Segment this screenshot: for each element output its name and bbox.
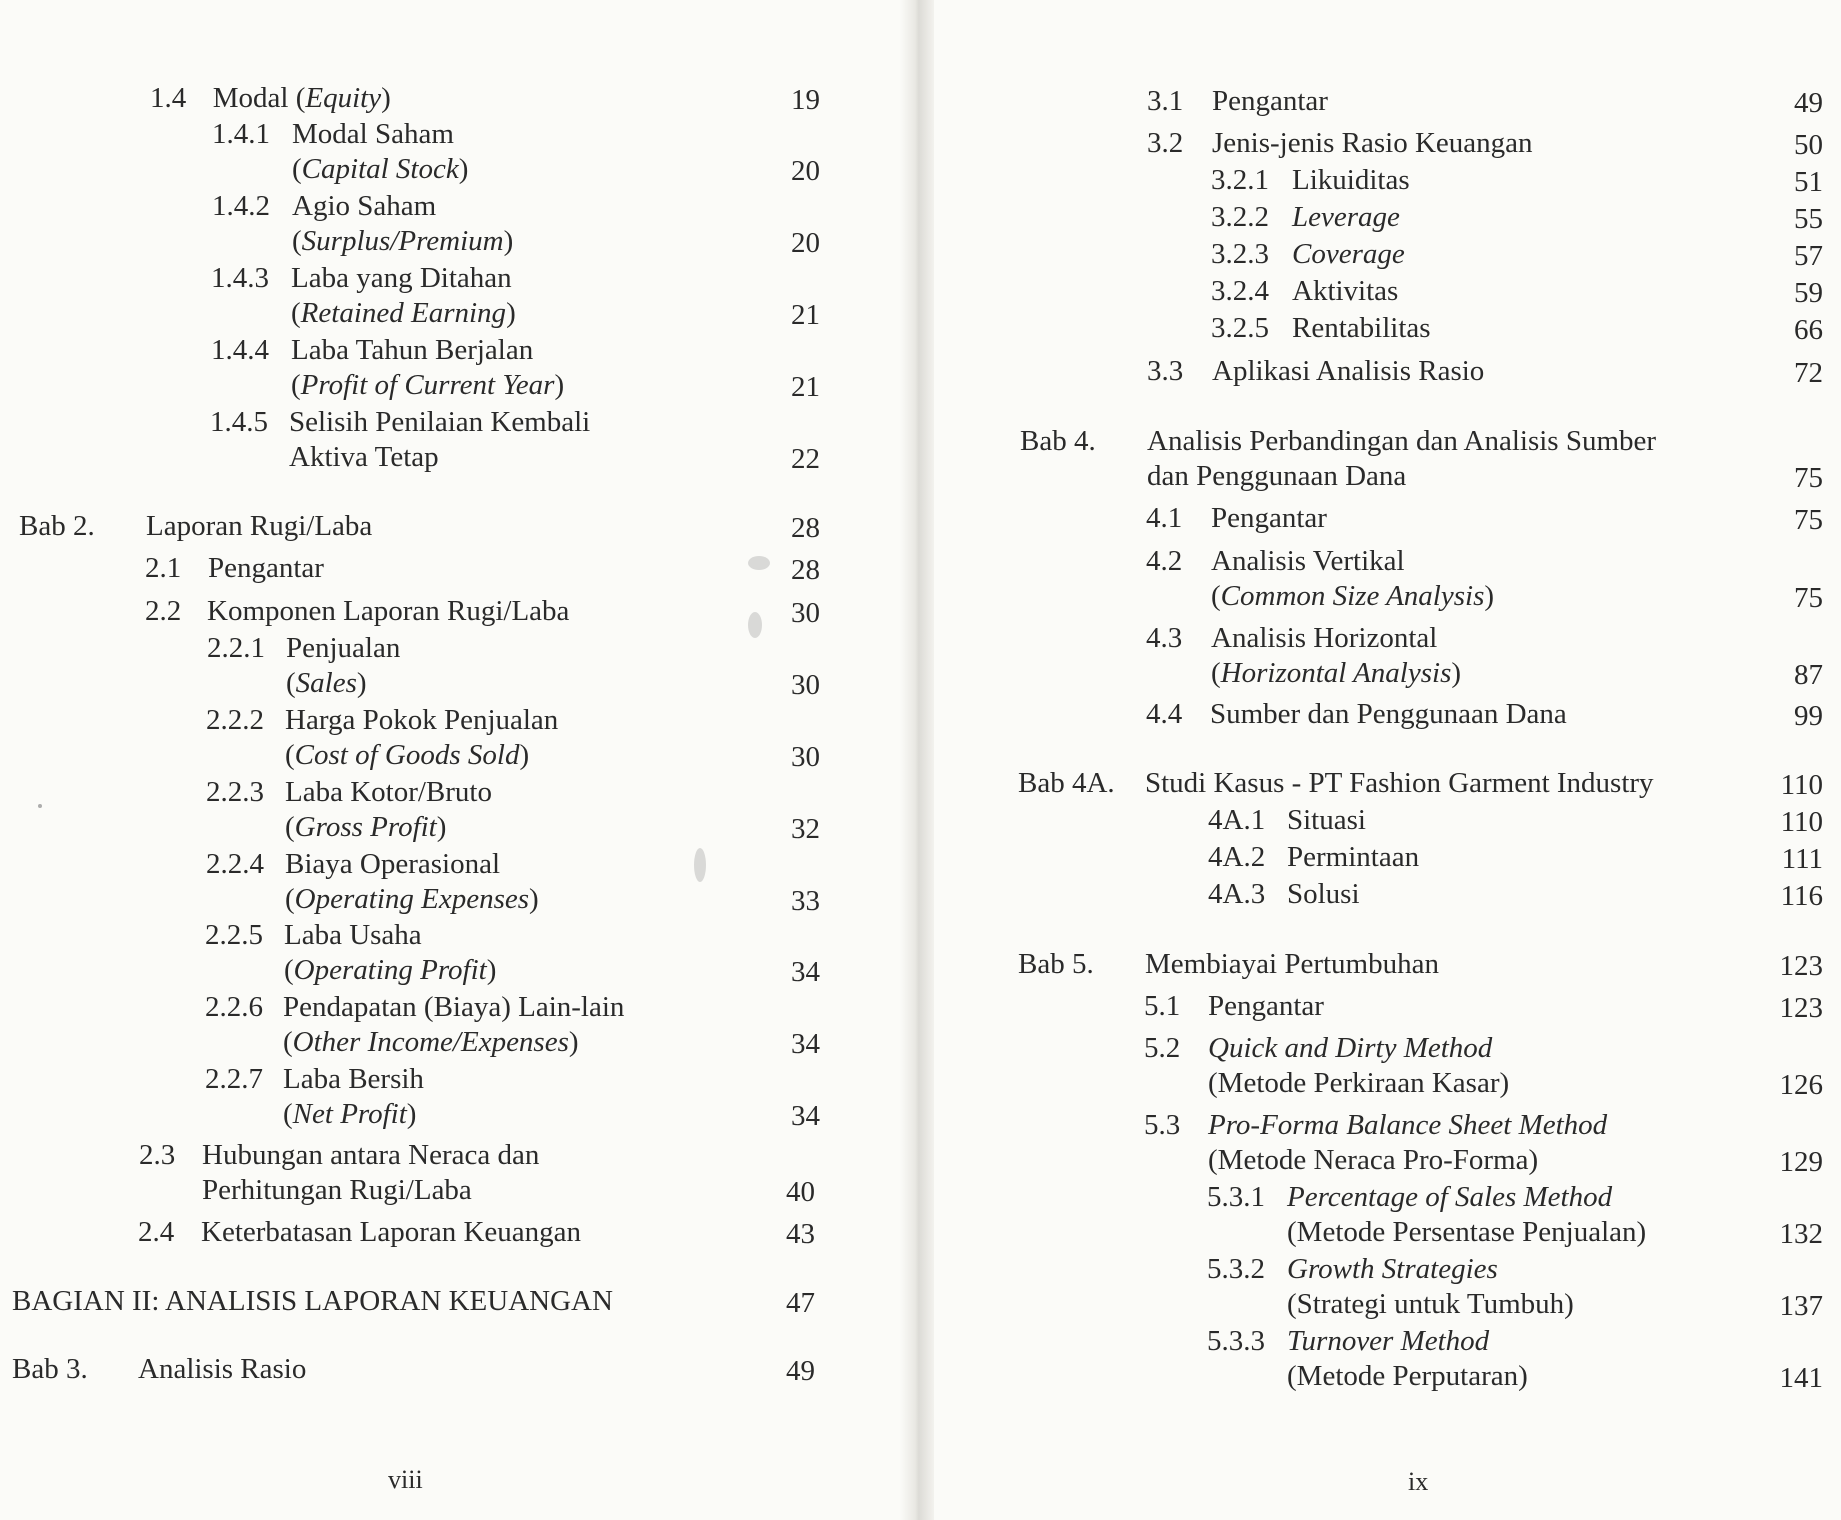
toc-number: 3.2 xyxy=(1147,127,1184,159)
toc-page-number: 19 xyxy=(791,84,820,116)
toc-page-number: 123 xyxy=(1779,992,1823,1024)
toc-page-number: 34 xyxy=(791,1028,820,1060)
toc-page-number: 132 xyxy=(1779,1218,1823,1250)
toc-title-en: Surplus/Premium xyxy=(301,225,504,257)
toc-title: Analisis Horizontal xyxy=(1211,622,1438,654)
toc-page-number: 66 xyxy=(1794,314,1823,346)
toc-page-number: 20 xyxy=(791,227,820,259)
toc-number: 1.4.5 xyxy=(210,406,268,438)
toc-title-en: Percentage of Sales Method xyxy=(1287,1181,1613,1213)
toc-page-number: 32 xyxy=(791,813,820,845)
toc-page-number: 30 xyxy=(791,669,820,701)
toc-title-en: Cost of Goods Sold xyxy=(294,739,520,771)
toc-title: Permintaan xyxy=(1287,841,1420,873)
chapter-label: Bab 3. xyxy=(12,1353,88,1385)
toc-title: Agio Saham xyxy=(292,190,437,222)
toc-title-en: Other Income/Expenses xyxy=(292,1026,569,1058)
toc-number: 2.4 xyxy=(138,1216,175,1248)
toc-title-en: Gross Profit xyxy=(294,811,437,843)
toc-page-number: 123 xyxy=(1779,950,1823,982)
toc-page-number: 110 xyxy=(1780,769,1823,801)
toc-title: Selisih Penilaian Kembali xyxy=(289,406,591,438)
chapter-label: Bab 5. xyxy=(1018,948,1094,980)
toc-page-number: 99 xyxy=(1794,700,1823,732)
toc-number: 2.2.2 xyxy=(206,704,264,736)
toc-number: 2.2.5 xyxy=(205,919,263,951)
toc-title: Keterbatasan Laporan Keuangan xyxy=(201,1216,582,1248)
toc-number: 3.2.4 xyxy=(1211,275,1269,307)
toc-title: Pengantar xyxy=(1208,990,1324,1022)
toc-title: Sumber dan Penggunaan Dana xyxy=(1210,698,1567,730)
toc-number: 2.2 xyxy=(145,595,182,627)
toc-number: 3.3 xyxy=(1147,355,1184,387)
toc-title: Modal xyxy=(212,82,289,114)
toc-title: Pengantar xyxy=(1212,85,1328,117)
toc-title: Aplikasi Analisis Rasio xyxy=(1212,355,1485,387)
toc-title: (Metode Perputaran) xyxy=(1287,1360,1528,1392)
toc-number: 1.4 xyxy=(150,82,187,114)
toc-number: 4A.3 xyxy=(1208,878,1266,910)
toc-page-number: 75 xyxy=(1794,462,1823,494)
toc-page-number: 57 xyxy=(1794,240,1823,272)
toc-title: (Metode Neraca Pro-Forma) xyxy=(1208,1144,1539,1176)
toc-page-number: 111 xyxy=(1781,843,1823,875)
toc-page-number: 20 xyxy=(791,155,820,187)
toc-title: Coverage xyxy=(1292,238,1405,270)
toc-page-number: 30 xyxy=(791,741,820,773)
toc-number: 2.2.1 xyxy=(207,632,265,664)
chapter-title: Membiayai Pertumbuhan xyxy=(1145,948,1439,980)
toc-title: Laba Usaha xyxy=(284,919,422,951)
toc-number: 5.3 xyxy=(1144,1109,1181,1141)
scan-smudge xyxy=(38,804,42,808)
toc-title: Komponen Laporan Rugi/Laba xyxy=(207,595,570,627)
toc-number: 3.2.1 xyxy=(1211,164,1269,196)
toc-number: 1.4.1 xyxy=(212,118,270,150)
toc-page-number: 51 xyxy=(1794,166,1823,198)
page-folio-left: viii xyxy=(388,1465,423,1494)
toc-number: 2.3 xyxy=(139,1139,176,1171)
toc-page-number: 33 xyxy=(791,885,820,917)
toc-page-number: 30 xyxy=(791,597,820,629)
toc-number: 3.2.5 xyxy=(1211,312,1269,344)
toc-title-en: Turnover Method xyxy=(1287,1325,1490,1357)
toc-title-en: Growth Strategies xyxy=(1287,1253,1498,1285)
toc-number: 2.2.7 xyxy=(205,1063,263,1095)
toc-title: Pendapatan (Biaya) Lain-lain xyxy=(283,991,625,1023)
toc-title: Biaya Operasional xyxy=(285,848,501,880)
toc-number: 2.2.4 xyxy=(206,848,264,880)
toc-number: 3.1 xyxy=(1147,85,1184,117)
toc-title-en: Equity xyxy=(305,82,382,114)
toc-page-number: 141 xyxy=(1779,1362,1823,1394)
toc-page-number: 55 xyxy=(1794,203,1823,235)
toc-page-number: 47 xyxy=(786,1287,815,1319)
toc-page-number: 43 xyxy=(786,1218,815,1250)
toc-number: 3.2.2 xyxy=(1211,201,1269,233)
toc-number: 4A.2 xyxy=(1208,841,1266,873)
toc-number: 5.1 xyxy=(1144,990,1181,1022)
toc-number: 1.4.4 xyxy=(211,334,269,366)
part-title: BAGIAN II: ANALISIS LAPORAN KEUANGAN xyxy=(12,1285,613,1317)
toc-number: 1.4.3 xyxy=(211,262,269,294)
toc-title: Pengantar xyxy=(1211,502,1327,534)
toc-page-number: 34 xyxy=(791,1100,820,1132)
chapter-title-cont: dan Penggunaan Dana xyxy=(1147,460,1407,492)
toc-title: Laba Kotor/Bruto xyxy=(285,776,492,808)
toc-title-cont: Perhitungan Rugi/Laba xyxy=(202,1174,472,1206)
toc-title-en: Sales xyxy=(295,667,357,699)
toc-title: Modal Saham xyxy=(292,118,454,150)
toc-number: 3.2.3 xyxy=(1211,238,1269,270)
toc-title-en: Operating Expenses xyxy=(294,883,530,915)
toc-title: Laba Tahun Berjalan xyxy=(291,334,534,366)
toc-number: 4.1 xyxy=(1146,502,1183,534)
toc-page-number: 59 xyxy=(1794,277,1823,309)
toc-page-number: 87 xyxy=(1794,659,1823,691)
toc-title: (Metode Persentase Penjualan) xyxy=(1287,1216,1647,1248)
toc-title: Harga Pokok Penjualan xyxy=(285,704,559,736)
toc-page-number: 116 xyxy=(1780,880,1823,912)
toc-page-number: 137 xyxy=(1779,1290,1823,1322)
toc-title-en: Operating Profit xyxy=(293,954,487,986)
chapter-title: Analisis Rasio xyxy=(138,1353,307,1385)
toc-title: Situasi xyxy=(1287,804,1366,836)
chapter-title: Analisis Perbandingan dan Analisis Sumber xyxy=(1147,425,1657,457)
toc-title: Aktivitas xyxy=(1292,275,1399,307)
toc-page-number: 28 xyxy=(791,554,820,586)
toc-number: 4A.1 xyxy=(1208,804,1266,836)
toc-page-number: 40 xyxy=(786,1176,815,1208)
toc-title-en: Quick and Dirty Method xyxy=(1208,1032,1493,1064)
toc-title: (Metode Perkiraan Kasar) xyxy=(1208,1067,1510,1099)
toc-title: (Strategi untuk Tumbuh) xyxy=(1287,1288,1574,1320)
page-folio-right: ix xyxy=(1408,1467,1429,1496)
toc-title: Analisis Vertikal xyxy=(1211,545,1405,577)
toc-page-number: 22 xyxy=(791,443,820,475)
toc-page-number: 21 xyxy=(791,299,820,331)
toc-title-cont: Aktiva Tetap xyxy=(289,441,439,473)
toc-number: 5.3.3 xyxy=(1207,1325,1265,1357)
toc-title-en: Profit of Current Year xyxy=(300,369,555,401)
toc-title-en: Horizontal Analysis xyxy=(1220,657,1452,689)
toc-page-number: 110 xyxy=(1780,806,1823,838)
toc-page-number: 28 xyxy=(791,512,820,544)
toc-page-number: 75 xyxy=(1794,582,1823,614)
toc-page-number: 49 xyxy=(786,1355,815,1387)
toc-title: Laba yang Ditahan xyxy=(291,262,512,294)
toc-number: 2.2.3 xyxy=(206,776,264,808)
chapter-title: Studi Kasus - PT Fashion Garment Industry xyxy=(1145,767,1654,799)
toc-title-en: Capital Stock xyxy=(301,153,459,185)
chapter-label: Bab 4A. xyxy=(1018,767,1115,799)
toc-number: 4.2 xyxy=(1146,545,1183,577)
toc-page-number: 21 xyxy=(791,371,820,403)
book-gutter xyxy=(900,0,934,1520)
toc-title-en: Net Profit xyxy=(292,1098,407,1130)
toc-title: Solusi xyxy=(1287,878,1360,910)
scan-smudge xyxy=(694,848,706,882)
toc-page-number: 75 xyxy=(1794,504,1823,536)
toc-title-en: Pro-Forma Balance Sheet Method xyxy=(1208,1109,1608,1141)
toc-number: 2.2.6 xyxy=(205,991,263,1023)
toc-page-number: 49 xyxy=(1794,87,1823,119)
toc-page-number: 72 xyxy=(1794,357,1823,389)
toc-number: 2.1 xyxy=(145,552,182,584)
toc-number: 5.3.1 xyxy=(1207,1181,1265,1213)
toc-page-number: 129 xyxy=(1779,1146,1823,1178)
toc-title: Laba Bersih xyxy=(283,1063,424,1095)
toc-title: Hubungan antara Neraca dan xyxy=(202,1139,540,1171)
chapter-label: Bab 4. xyxy=(1020,425,1096,457)
chapter-label: Bab 2. xyxy=(19,510,95,542)
toc-title: Likuiditas xyxy=(1292,164,1410,196)
toc-number: 4.3 xyxy=(1146,622,1183,654)
toc-title: Jenis-jenis Rasio Keuangan xyxy=(1212,127,1533,159)
toc-title: Pengantar xyxy=(208,552,324,584)
toc-number: 5.2 xyxy=(1144,1032,1181,1064)
toc-title-en: Common Size Analysis xyxy=(1220,580,1485,612)
toc-number: 5.3.2 xyxy=(1207,1253,1265,1285)
toc-page-number: 50 xyxy=(1794,129,1823,161)
toc-number: 1.4.2 xyxy=(212,190,270,222)
toc-page-number: 34 xyxy=(791,956,820,988)
toc-title: Leverage xyxy=(1292,201,1400,233)
toc-title: Penjualan xyxy=(286,632,401,664)
toc-title: Rentabilitas xyxy=(1292,312,1431,344)
chapter-title: Laporan Rugi/Laba xyxy=(146,510,373,542)
toc-title-en: Retained Earning xyxy=(300,297,507,329)
toc-number: 4.4 xyxy=(1146,698,1183,730)
toc-page-number: 126 xyxy=(1779,1069,1823,1101)
